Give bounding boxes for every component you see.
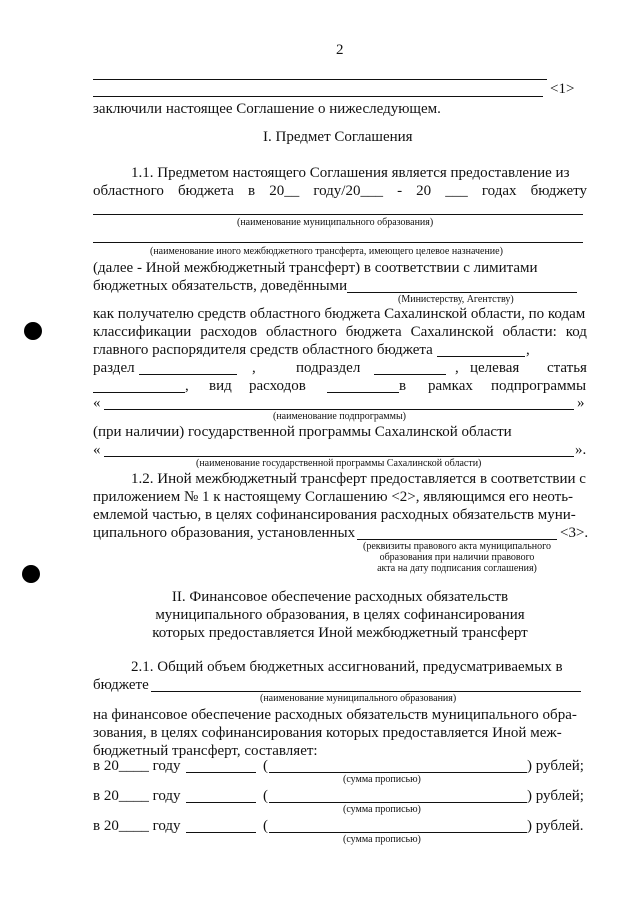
- blank-chief-code: [437, 356, 525, 357]
- word: областного: [93, 183, 164, 199]
- s1-p2-line1: 1.2. Иной межбюджетный трансферт предоставляется в соответствии с: [131, 471, 586, 487]
- line-recipient: как получателю средств областного бюджета Сахалинской области, по кодам: [93, 306, 586, 322]
- s1-p2-line3: емлемой частью, в целях софинансирования расходных обязательств муни-: [93, 507, 576, 523]
- blank-subsection: [374, 374, 446, 375]
- chief-comma: ,: [526, 342, 530, 358]
- blank-legal-act: [357, 539, 557, 540]
- caption-sum: (сумма прописью): [343, 804, 421, 815]
- blank-kind: [327, 392, 399, 393]
- word: код: [565, 324, 587, 340]
- s1-p2-line2: приложением № 1 к настоящему Соглашению <2>, являющимся его неоть-: [93, 489, 574, 505]
- quote-close: »: [577, 395, 585, 411]
- section2-heading-3: которых предоставляется Иной межбюджетный трансферт: [152, 625, 528, 641]
- caption-transfer: (наименование иного межбюджетного трансферта, имеющего целевое назначение): [150, 246, 503, 257]
- line-further: (далее - Иной межбюджетный трансферт) в соответствии с лимитами: [93, 260, 538, 276]
- blank-subprogram: [104, 409, 574, 410]
- caption-subprogram: (наименование подпрограммы): [273, 411, 407, 422]
- word: 20: [416, 183, 432, 199]
- line-state-program: (при наличии) государственной программы Сахалинской области: [93, 424, 512, 440]
- label-kind: вид: [209, 378, 232, 394]
- comma: ,: [252, 360, 256, 376]
- section2-heading-1: II. Финансовое обеспечение расходных обязательств: [171, 589, 509, 605]
- caption-sum: (сумма прописью): [343, 834, 421, 845]
- word: ___: [445, 183, 468, 199]
- s2-p1-line3: на финансовое обеспечение расходных обязательств муниципального обра-: [93, 707, 577, 723]
- year-label: в 20____ году: [93, 788, 181, 804]
- binder-hole-2: [22, 565, 40, 583]
- line-chief-distributor: главного распорядителя средств областного бюджета: [93, 342, 433, 358]
- word: расходов: [200, 324, 258, 340]
- caption-legal-act-2: образования при наличии правового: [379, 552, 535, 563]
- footnote-mark-3: <3>.: [560, 525, 589, 541]
- word: Сахалинской: [410, 324, 494, 340]
- paren-open: (: [263, 788, 268, 804]
- year-label: в 20____ году: [93, 818, 181, 834]
- blank-sum-words: [269, 802, 527, 803]
- blank-year-amount: [186, 832, 256, 833]
- comma: ,: [185, 378, 189, 394]
- quote-open: «: [93, 395, 101, 411]
- label-subsection: подраздел: [296, 360, 361, 376]
- label-expenses: расходов: [249, 378, 306, 394]
- s2-p1-line1: 2.1. Общий объем бюджетных ассигнований, предусматриваемых в: [131, 659, 563, 675]
- label-in: в: [399, 378, 407, 394]
- label-subprogram: подпрограммы: [491, 378, 587, 394]
- caption-legal-act-1: (реквизиты правового акта муниципального: [362, 541, 551, 552]
- caption-sum: (сумма прописью): [343, 774, 421, 785]
- blank-article: [93, 392, 185, 393]
- word: области:: [502, 324, 557, 340]
- blank-budget: [151, 691, 581, 692]
- paren-open: (: [263, 758, 268, 774]
- quote-close-dot: ».: [575, 442, 587, 458]
- year-label: в 20____ году: [93, 758, 181, 774]
- year-end: ) рублей.: [527, 818, 584, 834]
- paren-open: (: [263, 818, 268, 834]
- section2-heading-2: муниципального образования, в целях софинансирования: [155, 607, 525, 623]
- caption-municipality: (наименование муниципального образования): [237, 217, 434, 228]
- word: классификации: [93, 324, 192, 340]
- line-obligations: бюджетных обязательств, доведёнными: [93, 278, 348, 294]
- s1-p1-line1: 1.1. Предметом настоящего Соглашения является предоставление из: [131, 165, 570, 181]
- word: областного: [265, 324, 337, 340]
- word: бюджету: [530, 183, 587, 199]
- blank-line-top-1: [93, 79, 547, 80]
- blank-section: [139, 374, 237, 375]
- label-within: рамках: [428, 378, 473, 394]
- caption-legal-act-3: акта на дату подписания соглашения): [377, 563, 537, 574]
- s2-budget-label: бюджете: [93, 677, 149, 693]
- label-section: раздел: [93, 360, 135, 376]
- word: 20__: [269, 183, 300, 199]
- blank-year-amount: [186, 802, 256, 803]
- word: бюджета: [178, 183, 234, 199]
- word: в: [248, 183, 256, 199]
- quote-open: «: [93, 442, 101, 458]
- intro-line: заключили настоящее Соглашение о нижеследующем.: [93, 101, 441, 117]
- caption-ministry: (Министерству, Агентству): [398, 294, 514, 305]
- comma: ,: [455, 360, 459, 376]
- word: -: [397, 183, 403, 199]
- blank-municipality: [93, 214, 583, 215]
- s2-p1-line5: бюджетный трансферт, составляет:: [93, 743, 318, 759]
- blank-sum-words: [269, 832, 527, 833]
- s1-p2-line4: ципального образования, установленных: [93, 525, 356, 541]
- year-end: ) рублей;: [527, 788, 584, 804]
- word: бюджета: [345, 324, 402, 340]
- caption-state-program: (наименование государственной программы Сахалинской области): [196, 458, 482, 469]
- s1-p1-line2: [93, 183, 587, 200]
- binder-hole-1: [24, 322, 42, 340]
- label-target: целевая: [470, 360, 520, 376]
- section1-heading: I. Предмет Соглашения: [263, 129, 413, 145]
- blank-state-program: [104, 456, 574, 457]
- blank-sum-words: [269, 772, 527, 773]
- word: году/20___: [313, 183, 383, 199]
- blank-transfer: [93, 242, 583, 243]
- caption-municipality-2: (наименование муниципального образования): [260, 693, 457, 704]
- s2-p1-line4: зования, в целях софинансирования которых предоставляется Иной меж-: [93, 725, 562, 741]
- blank-year-amount: [186, 772, 256, 773]
- word: годах: [481, 183, 517, 199]
- page-number: 2: [336, 42, 344, 58]
- blank-ministry: [347, 292, 577, 293]
- line-classification: [93, 324, 587, 341]
- footnote-mark-1: <1>: [550, 81, 575, 97]
- blank-line-top-2: [93, 96, 543, 97]
- label-article: статья: [547, 360, 587, 376]
- year-end: ) рублей;: [527, 758, 584, 774]
